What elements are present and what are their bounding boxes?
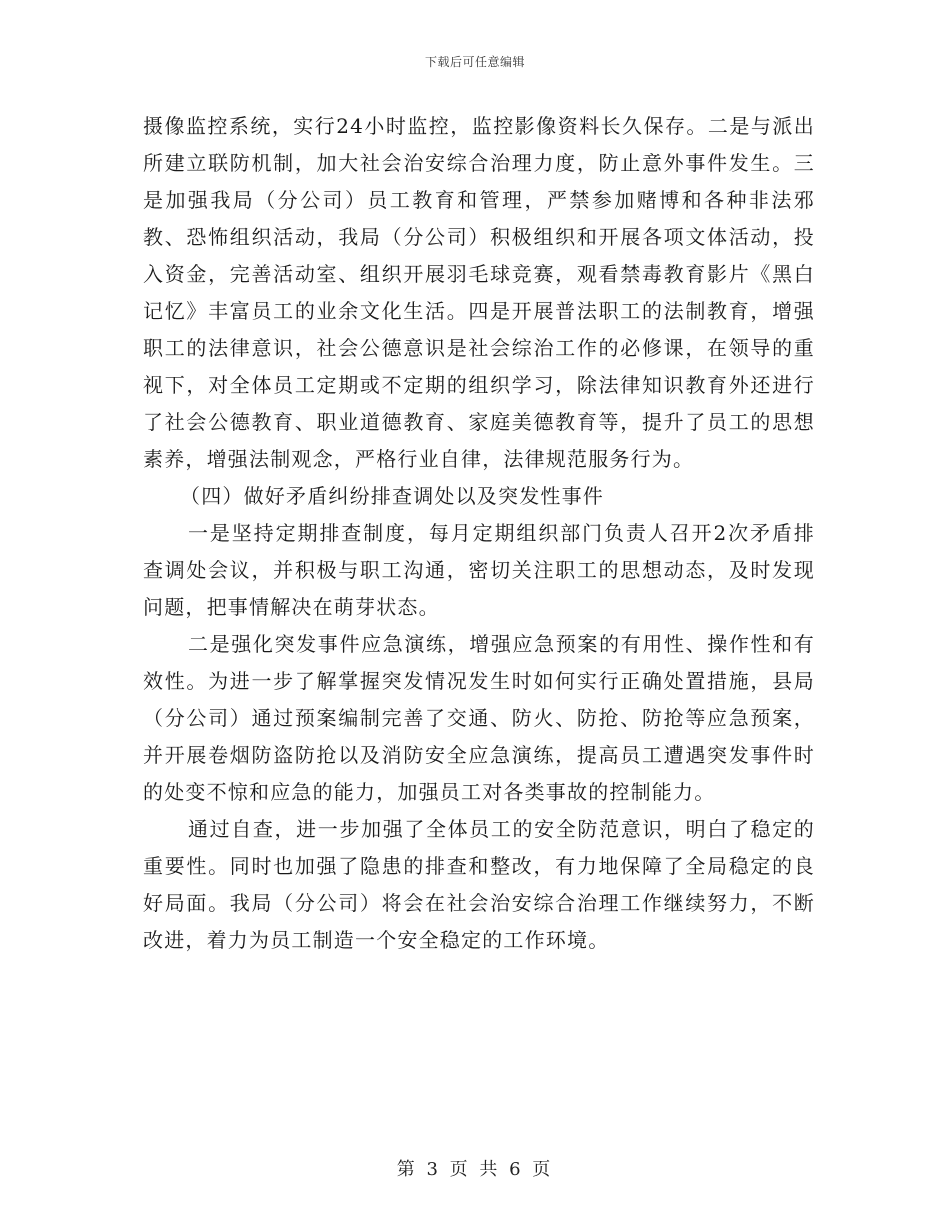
document-body — [143, 108, 815, 959]
paragraph-3: 二是强化突发事件应急演练，增强应急预案的有用性、操作性和有效性。为进一步了解掌握突发情况发生时如何实行正确处置措施，县局（分公司）通过预案编制完善了交通、防火、防抢、防抢等应急预案，并开展卷烟防盗防抢以及消防安全应急演练，提高员工遭遇突发事件时的处变不惊和应急的能力，加强员工对各类事故的控制能力。 — [143, 632, 815, 804]
paragraph-4: 通过自查，进一步加强了全体员工的安全防范意识，明白了稳定的重要性。同时也加强了隐患的排查和整改，有力地保障了全局稳定的良好局面。我局（分公司）将会在社会治安综合治理工作继续努力，不断改进，着力为员工制造一个安全稳定的工作环境。 — [143, 817, 815, 952]
page-number: 第 3 页 共 6 页 — [396, 1159, 554, 1180]
paragraph-2: 一是坚持定期排查制度，每月定期组织部门负责人召开2次矛盾排查调处会议，并积极与职工沟通，密切关注职工的思想动态，及时发现问题，把事情解决在萌芽状态。 — [143, 521, 815, 619]
section-heading: （四）做好矛盾纠纷排查调处以及突发性事件 — [180, 484, 604, 508]
paragraph-1: 摄像监控系统，实行24小时监控，监控影像资料长久保存。二是与派出所建立联防机制，加大社会治安综合治理力度，防止意外事件发生。三是加强我局（分公司）员工教育和管理，严禁参加赌博和各种非法邪教、恐怖组织活动，我局（分公司）积极组织和开展各项文体活动，投入资金，完善活动室、组织开展羽毛球竞赛，观看禁毒教育影片《黑白记忆》丰富员工的业余文化生活。四是开展普法职工的法制教育，增强职工的法律意识，社会公德意识是社会综治工作的必修课，在领导的重视下，对全体员工定期或不定期的组织学习，除法律知识教育外还进行了社会公德教育、职业道德教育、家庭美德教育等，提升了员工的思想素养，增强法制观念，严格行业自律，法律规范服务行为。 — [143, 114, 815, 471]
header-note: 下载后可任意编辑 — [424, 55, 525, 69]
